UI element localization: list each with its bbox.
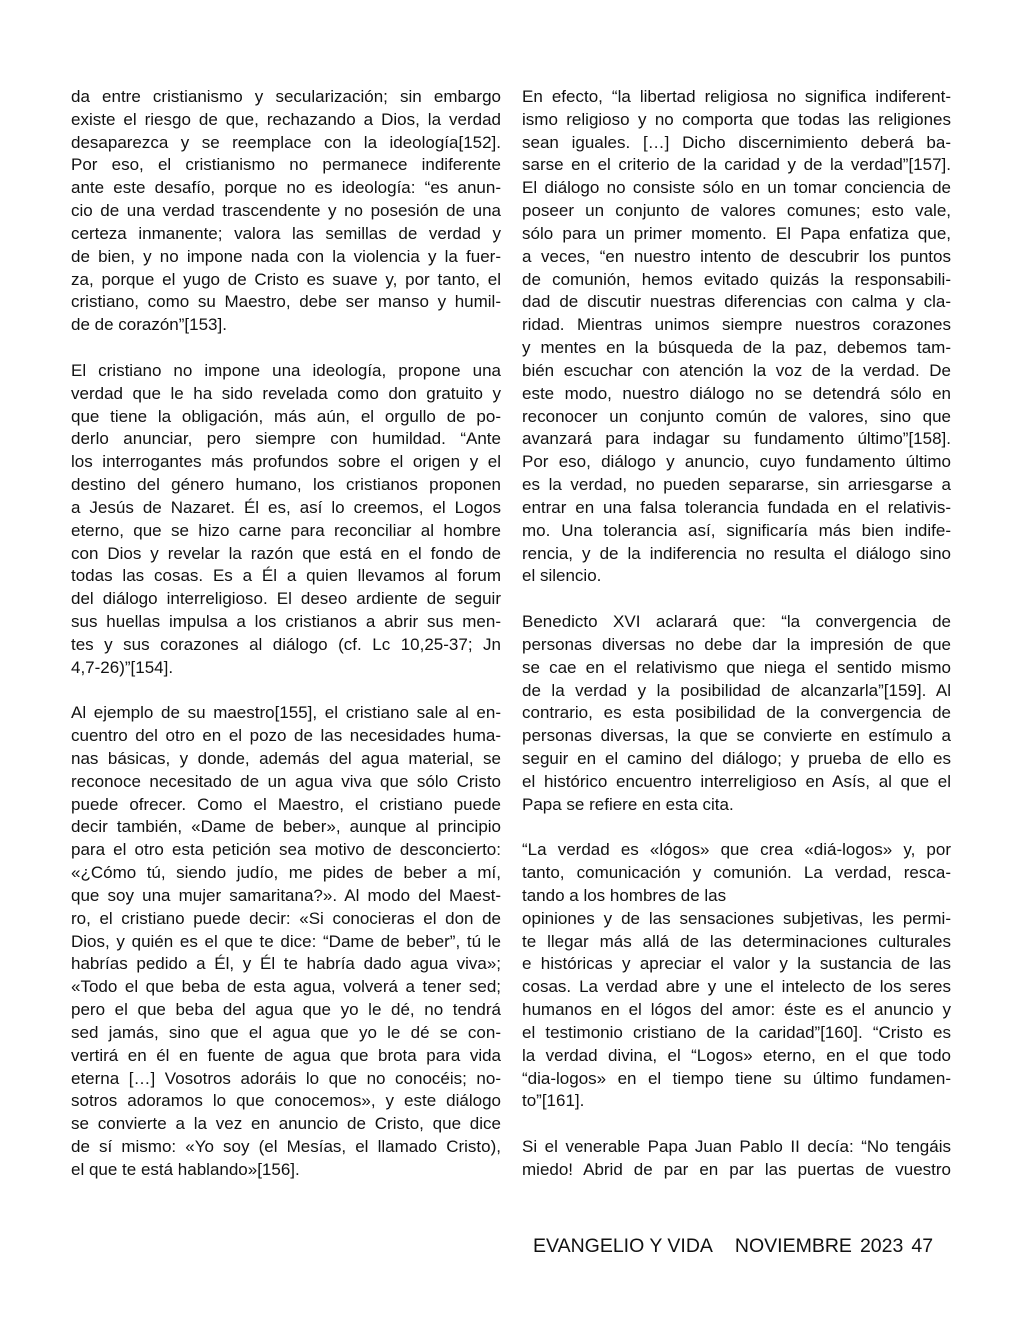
text-line: destino del género humano, los cristianos proponen [71,475,501,495]
text-line: El cristiano no impone una ideología, propone una [71,360,501,380]
text-line: «Todo el que beba de esta agua, volverá a tener sed; [71,977,501,997]
text-line: tes y sus corazones al diálogo (cf. Lc 10,25-37; Jn [71,634,501,654]
text-line: En efecto, “la libertad religiosa no significa indiferent- [522,87,951,106]
text-line: rencia, y de la indiferencia no resulta el diálogo sino [522,543,951,563]
article-paragraph [71,360,501,680]
text-line: seguir en el camino del diálogo; y prueba de ello es [522,748,951,768]
text-line: reconoce necesitado de un agua viva que sólo Cristo [71,771,501,791]
issue-year: 2023 [859,1235,904,1257]
text-line: este modo, nuestro diálogo no se detendrá sólo en [522,383,951,403]
text-line: de de corazón”[153]. [71,315,227,335]
text-line: cuentro del otro en el pozo de las necesidades huma- [71,726,501,746]
text-line: te llegar más allá de las determinaciones culturales [522,931,951,951]
text-line: cristiano, como su Maestro, debe ser manso y humil- [71,292,501,312]
text-line: sean iguales. […] Dicho discernimiento deberá ba- [522,132,951,152]
text-line: todas las cosas. Es a Él a quien llevamos al forum [71,566,501,586]
text-line: de la verdad y la posibilidad de alcanzarla”[159]. Al [522,680,951,700]
article-paragraph [71,702,501,1181]
text-line: el testimonio cristiano de la caridad”[160]. “Cristo es [522,1022,951,1042]
text-line: el silencio. [522,566,602,586]
text-line: da entre cristianismo y secularización; sin embargo [71,87,501,106]
text-line: certeza inmanente; valora las semillas de verdad y [71,223,501,243]
text-line: «¿Cómo tú, siendo judío, me pides de beber a mí, [71,863,501,883]
text-line: los interrogantes más profundos sobre el origen y el [71,452,501,472]
text-line: Dios, y quién es el que te dice: “Dame de beber”, tú le [71,931,501,951]
text-line: dad de discutir nuestras diferencias con calma y cla- [522,292,951,312]
text-line: se convierte a la vez en anuncio de Cristo, que dice [71,1114,501,1134]
text-line: sed jamás, sino que el agua que yo le dé se con- [71,1022,501,1042]
text-line: habrías pedido a Él, y Él te habría dado agua viva»; [71,954,501,974]
text-line: ro, el cristiano puede decir: «Si conocieras el don de [71,908,501,928]
text-line: Si el venerable Papa Juan Pablo II decía: “No tengáis [522,1137,951,1156]
text-line: Por eso, el cristianismo no permanece indiferente [71,155,501,175]
text-line: cosas. La verdad abre y une el intelecto de los seres [522,977,951,997]
text-line: personas diversas, la que se convierte en estímulo a [522,726,951,746]
text-line: que tiene la obligación, más aún, el orgullo de po- [71,406,501,426]
text-line: con Dios y revelar la razón que está en el fondo de [71,543,501,563]
text-line: poseer un conjunto de valores comunes; esto vale, [522,201,951,221]
text-line: de bien, y no impone nada con la violencia y la fuer- [71,246,501,266]
text-line: contrario, es esta posibilidad de la convergencia de [522,703,951,723]
article-paragraph [522,1136,951,1182]
text-line: derlo anunciar, pero siempre con humildad. “Ante [71,429,501,449]
text-line: tanto, comunicación y comunión. La verdad, resca- [522,863,951,883]
text-line: la verdad divina, el “Logos» eterno, en el que todo [522,1045,951,1065]
text-line: eterna […] Vosotros adoráis lo que no conocéis; no- [71,1068,501,1088]
text-line: es la verdad, no pueden separarse, sin arriesgarse a [522,475,951,495]
text-line: avanzará para indagar su fundamento último”[158]. [522,429,951,449]
text-line: sólo para un primer momento. El Papa enfatiza que, [522,223,951,243]
text-line: Al ejemplo de su maestro[155], el cristiano sale al en- [71,703,501,723]
text-line: entrar en una falsa tolerancia fundada en el relativis- [522,497,951,517]
text-line: “dia-logos» en el tiempo tiene su último fundamen- [522,1068,951,1088]
text-line: vertirá en él en fuente de agua que brota para vida [71,1045,501,1065]
text-line: miedo! Abrid de par en par las puertas de vuestro [522,1159,951,1179]
text-line: personas diversas no debe dar la impresión de que [522,634,951,654]
text-line: el histórico encuentro interreligioso en Asís, al que el [522,771,951,791]
text-line: tando a los hombres de las [522,885,727,905]
text-line: nas básicas, y donde, además del agua material, se [71,748,501,768]
text-line: a veces, “en nuestro intento de descubrir los puntos [522,246,951,266]
text-line: to”[161]. [522,1091,585,1111]
text-line: verdad que le ha sido revelada como don gratuito y [71,383,501,403]
text-line: Por eso, diálogo y anuncio, cuyo fundamento último [522,452,951,472]
text-line: El diálogo no consiste sólo en un tomar conciencia de [522,178,951,198]
text-line: bién escuchar con atención la voz de la verdad. De [522,360,951,380]
text-line: de comunión, hemos evitado quizás la responsabili- [522,269,951,289]
text-line: cio de una verdad trascendente y no posesión de una [71,201,501,221]
text-line: desaparezca y se reemplace con la ideología[152]. [71,132,501,152]
text-line: sotros adoramos lo que conocemos», y este diálogo [71,1091,501,1111]
text-line: “La verdad es «lógos» que crea «diá-logos» y, por [522,840,951,860]
text-line: reconocer un conjunto común de valores, sino que [522,406,951,426]
text-line: pero el que beba del agua que yo le dé, no tendrá [71,1000,501,1020]
text-line: a Jesús de Nazaret. Él es, así lo creemos, el Logos [71,497,501,517]
text-line: de sí mismo: «Yo soy (el Mesías, el llamado Cristo), [71,1137,501,1157]
text-line: para el otro esta petición sea motivo de desconcierto: [71,840,501,860]
text-line: mo. Una tolerancia así, significaría más bien indife- [522,520,951,540]
text-line: Benedicto XVI aclarará que: “la convergencia de [522,612,951,632]
text-line: sarse en el criterio de la caridad y de la verdad”[157]. [522,155,951,175]
text-line: ante este desafío, porque no es ideología: “es anun- [71,178,501,198]
text-line: el que te está hablando»[156]. [71,1159,300,1179]
text-line: se cae en el relativismo que niega el sentido mismo [522,657,951,677]
page-footer [533,1234,951,1258]
text-line: sus huellas impulsa a los cristianos a abrir sus men- [71,612,501,632]
text-line: decir también, «Dame de beber», aunque al principio [71,817,501,837]
text-line: eterno, que se hizo carne para reconciliar al hombre [71,520,501,540]
text-line: e históricas y apreciar el valor y la sustancia de las [522,954,951,974]
text-line: ridad. Mientras unimos siempre nuestros corazones [522,315,951,335]
text-line: puede ofrecer. Como el Maestro, el cristiano puede [71,794,501,814]
text-line: del diálogo interreligioso. El deseo ardiente de seguir [71,589,501,609]
article-paragraph [71,86,501,337]
text-line: existe el riesgo de que, rechazando a Dios, la verdad [71,109,501,129]
text-line: ismo religioso y no comporta que todas las religiones [522,109,951,129]
text-line: Papa se refiere en esta cita. [522,794,734,814]
right-column [522,86,951,1204]
publication-name: EVANGELIO Y VIDA [533,1235,713,1257]
text-line: humanos en el lógos del amor: éste es el anuncio y [522,1000,951,1020]
text-line: opiniones y de las sensaciones subjetivas, les permi- [522,908,951,928]
article-paragraph [522,839,951,1113]
article-paragraph [522,611,951,816]
page-number: 47 [911,1235,934,1257]
text-line: y mentes en la búsqueda de la paz, debemos tam- [522,338,951,358]
article-paragraph [522,86,951,588]
issue-month: NOVIEMBRE [734,1235,852,1257]
text-line: que soy una mujer samaritana?». Al modo del Maest- [71,885,501,905]
text-line: za, porque el yugo de Cristo es suave y, por tanto, el [71,269,501,289]
text-line: 4,7-26)”[154]. [71,657,174,677]
left-column [71,86,501,1204]
